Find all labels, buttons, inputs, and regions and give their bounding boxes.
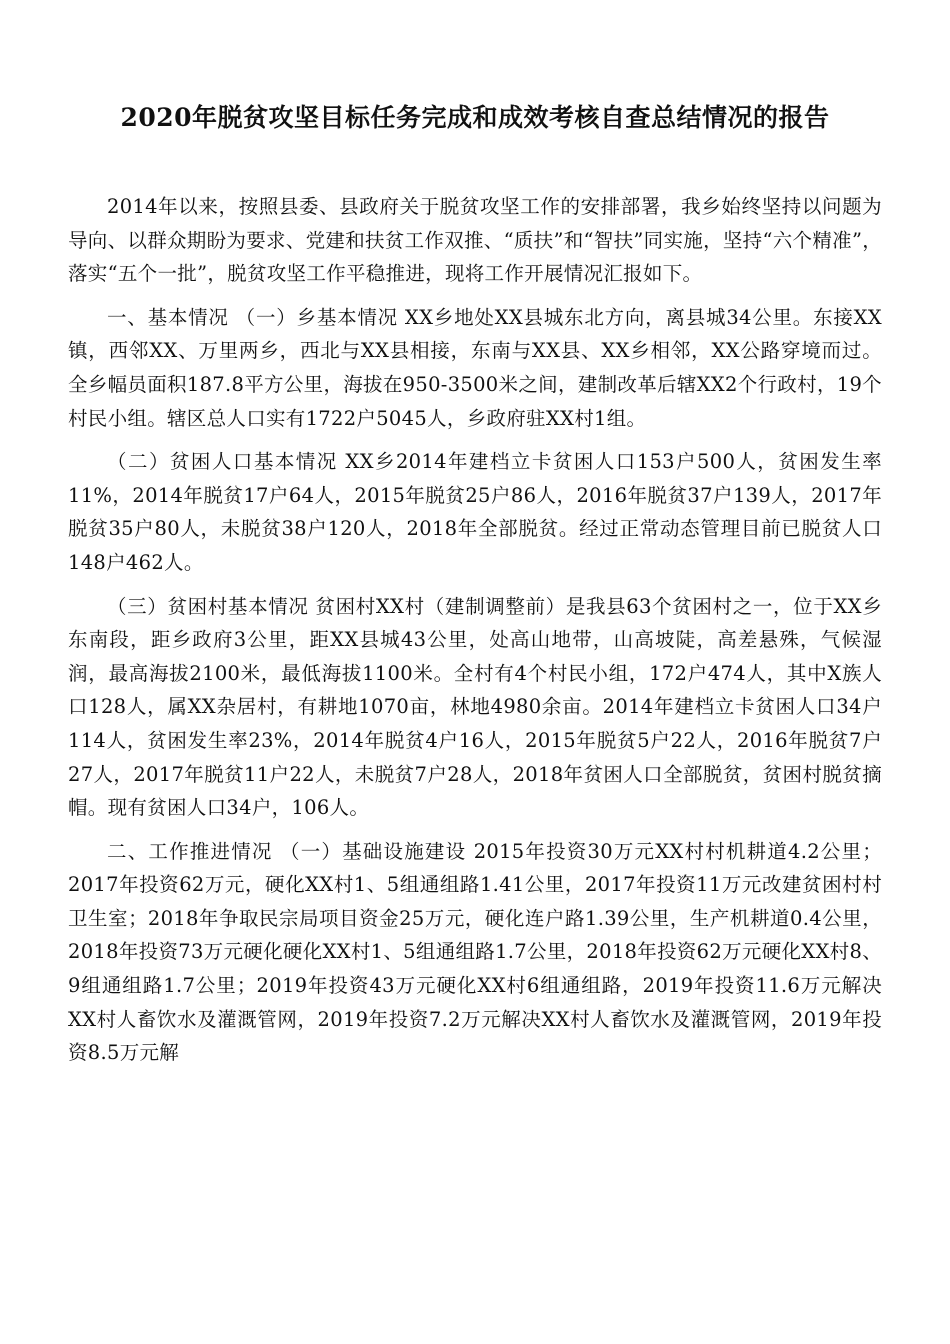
paragraph-basic-situation: 一、基本情况 （一）乡基本情况 XX乡地处XX县城东北方向，离县城34公里。东接XX镇，西邻XX、万里两乡，西北与XX县相接，东南与XX县、XX乡相邻，XX公路穿境而过。全乡幅员面积187.8平方公里，海拔在950-3500米之间，建制改革后辖XX2个行政村，19个村民小组。辖区总人口实有1722户5045人，乡政府驻XX村1组。 (68, 305, 882, 430)
paragraph-poor-population: （二）贫困人口基本情况 XX乡2014年建档立卡贫困人口153户500人，贫困发生率11%，2014年脱贫17户64人，2015年脱贫25户86人，2016年脱贫37户139人，2017年脱贫35户80人，未脱贫38户120人，2018年全部脱贫。经过正常动态管理目前已脱贫人口148户462人。 (68, 450, 882, 574)
document-page (68, 96, 882, 1080)
paragraph-poor-village: （三）贫困村基本情况 贫困村XX村（建制调整前）是我县63个贫困村之一，位于XX乡东南段，距乡政府3公里，距XX县城43公里，处高山地带，山高坡陡，高差悬殊，气候湿润，最高海拔2100米，最低海拔1100米。全村有4个村民小组，172户474人，其中X族人口128人，属XX杂居村，有耕地1070亩，林地4980余亩。2014年建档立卡贫困人口34户114人，贫困发生率23%，2014年脱贫4户16人，2015年脱贫5户22人，2016年脱贫7户27人，2017年脱贫11户22人，未脱贫7户28人，2018年贫困人口全部脱贫，贫困村脱贫摘帽。现有贫困人口34户，106人。 (68, 594, 882, 820)
document-title: 2020年脱贫攻坚目标任务完成和成效考核自查总结情况的报告 (120, 103, 830, 132)
paragraph-intro: 2014年以来，按照县委、县政府关于脱贫攻坚工作的安排部署，我乡始终坚持以问题为导向、以群众期盼为要求、党建和扶贫工作双推、“质扶”和“智扶”同实施，坚持“六个精准”，落实“五个一批”，脱贫攻坚工作平稳推进，现将工作开展情况汇报如下。 (68, 195, 883, 286)
paragraph-work-progress: 二、工作推进情况 （一）基础设施建设 2015年投资30万元XX村村机耕道4.2公里；2017年投资62万元，硬化XX村1、5组通组路1.41公里，2017年投资11万元改建贫困村村卫生室；2018年争取民宗局项目资金25万元，硬化连户路1.39公里，生产机耕道0.4公里，2018年投资73万元硬化硬化XX村1、5组通组路1.7公里，2018年投资62万元硬化XX村8、9组通组路1.7公里；2019年投资43万元硬化XX村6组通组路，2019年投资11.6万元解决XX村人畜饮水及灌溉管网，2019年投资7.2万元解决XX村人畜饮水及灌溉管网，2019年投资8.5万元解 (68, 839, 882, 1065)
